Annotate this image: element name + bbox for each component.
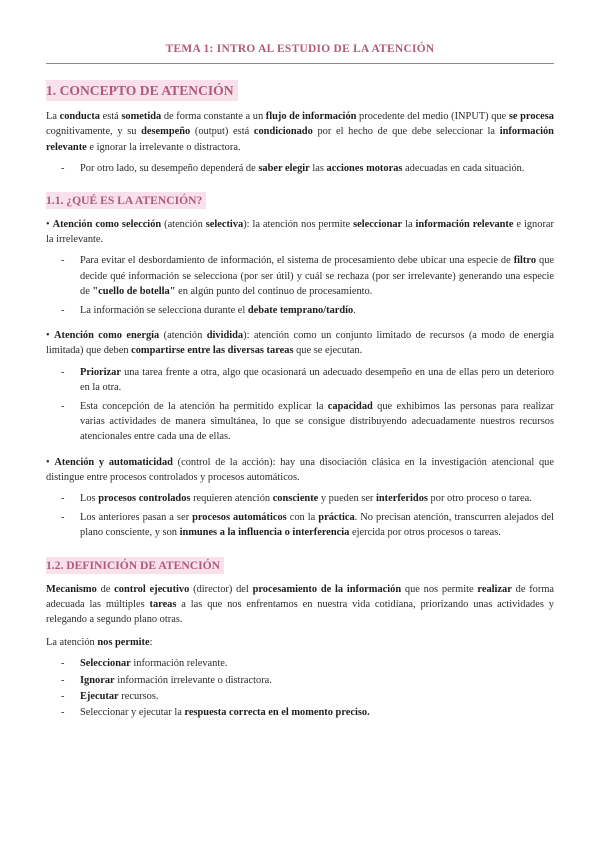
paragraph: Mecanismo de control ejecutivo (director) del procesamiento de la información que nos permite realizar de forma adecuada las múltiples tareas a las que nos enfrentamos en nuestra vida cotidiana, priorizando unas actividades y relegando a segundo plano otras. <box>46 583 555 626</box>
bold-term: seleccionar <box>353 219 403 231</box>
paragraph: La conducta está sometida de forma constante a un flujo de información procedente del medio (INPUT) que se procesa cognitivamente, y su desempeño (output) está condicionado por el hecho de que debe seleccionar la información relevante e ignorar la irrelevante o distractora. <box>46 111 554 153</box>
bold-term: Seleccionar <box>80 658 131 670</box>
list-item: - Ignorar información irrelevante o distractora. <box>80 673 554 688</box>
bullet-paragraph: • Atención como selección (atención selectiva): la atención nos permite seleccionar la información relevante e ignorar la irrelevante. <box>46 219 554 246</box>
bold-term: se procesa <box>508 111 554 123</box>
bold-term: procesos automáticos <box>192 512 287 524</box>
bold-term: condicionado <box>253 126 313 138</box>
bullet-paragraph: • Atención y automaticidad (control de la acción): hay una disociación clásica en la investigación atencional que distingue entre procesos controlados y procesos automáticos. <box>46 456 554 483</box>
bold-term: Mecanismo <box>46 583 97 595</box>
bold-term: práctica <box>318 512 355 524</box>
bold-term: inmunes a la influencia o interferencia <box>179 527 350 539</box>
bold-term: respuesta correcta en el momento preciso. <box>184 707 370 719</box>
bold-term: compartirse entre las diversas tareas <box>131 345 294 357</box>
bold-term: consciente <box>272 493 319 505</box>
subsection-heading: 1.1. ¿QUÉ ES LA ATENCIÓN? <box>46 192 206 209</box>
section-heading: 1. CONCEPTO DE ATENCIÓN <box>46 80 238 101</box>
bold-term: Atención como selección <box>52 219 162 231</box>
dash-list <box>46 656 554 720</box>
dash-list <box>46 491 554 541</box>
bold-term: filtro <box>513 255 537 267</box>
bold-term: Ignorar <box>80 674 115 686</box>
list-item: - Los procesos controlados requieren atención consciente y pueden ser interferidos por otro proceso o tarea. <box>80 491 554 506</box>
bold-term: dividida <box>206 330 244 342</box>
list-item: - Esta concepción de la atención ha permitido explicar la capacidad que exhibimos las personas para realizar varias actividades de manera simultánea, lo que se consigue distribuyendo adecuadamente nuestros recursos atencionales entre cada una de ellas. <box>80 399 554 445</box>
bold-term: debate temprano/tardío <box>247 305 354 317</box>
bold-term: Atención y automaticidad <box>54 456 173 468</box>
bold-term: Atención como energía <box>54 330 160 342</box>
list-item: - Por otro lado, su desempeño dependerá de saber elegir las acciones motoras adecuadas en cada situación. <box>80 161 554 176</box>
bold-term: procesamiento de la información <box>252 583 402 595</box>
bold-term: información relevante <box>415 219 514 231</box>
title-rule <box>46 63 554 64</box>
paragraph: La atención nos permite: <box>46 637 153 649</box>
bold-term: procesos controlados <box>98 493 191 505</box>
list-item: - Ejecutar recursos. <box>80 689 554 704</box>
bold-term: interferidos <box>376 493 428 505</box>
bold-term: flujo de información <box>265 111 357 123</box>
list-item: - Seleccionar información relevante. <box>80 656 554 671</box>
list-item: - Los anteriores pasan a ser procesos automáticos con la práctica. No precisan atención, transcurren alejados del plano consciente, y son inmunes a la influencia o interferencia ejercida por otros procesos o tareas. <box>80 510 554 540</box>
section-definicion <box>46 557 554 721</box>
list-item: - Seleccionar y ejecutar la respuesta correcta en el momento preciso. <box>80 705 554 720</box>
subsection-heading: 1.2. DEFINICIÓN DE ATENCIÓN <box>46 557 224 574</box>
bold-term: selectiva <box>205 219 244 231</box>
bold-term: acciones motoras <box>326 162 403 174</box>
bold-term: capacidad <box>327 401 373 413</box>
bold-term: "cuello de botella" <box>92 285 176 297</box>
dash-list <box>46 253 554 318</box>
section-concepto <box>46 80 554 176</box>
dash-list <box>46 161 554 176</box>
bold-term: Priorizar <box>80 366 121 378</box>
running-title: TEMA 1: INTRO AL ESTUDIO DE LA ATENCIÓN <box>165 43 435 55</box>
bold-term: saber elegir <box>258 162 310 174</box>
section-que-es <box>46 192 554 541</box>
bold-term: control ejecutivo <box>114 583 190 595</box>
bold-term: realizar <box>477 583 512 595</box>
bold-term: conducta <box>59 111 100 123</box>
list-item: - Priorizar una tarea frente a otra, algo que ocasionará un adecuado desempeño en una de ellas pero un deterioro en la otra. <box>80 365 554 395</box>
bold-term: desempeño <box>141 126 191 138</box>
bullet-paragraph: • Atención como energía (atención dividida): atención como un conjunto limitado de recursos (a modo de energía limitada) que deben compartirse entre las diversas tareas que se ejecutan. <box>46 330 554 357</box>
bold-term: sometida <box>121 111 162 123</box>
bold-term: tareas <box>149 598 177 610</box>
list-item: - Para evitar el desbordamiento de información, el sistema de procesamiento debe ubicar una especie de filtro que decide qué información se selecciona (por ser útil) y cuál se rechaza (por ser irrelevante) generando una especie de "cuello de botella" en algún punto del continuo de procesamiento. <box>80 253 554 299</box>
dash-list <box>46 365 554 445</box>
bold-term: Ejecutar <box>80 690 119 702</box>
bold-term: nos permite <box>97 637 150 649</box>
list-item: - La información se selecciona durante el debate temprano/tardío. <box>80 303 554 318</box>
bold-term: información relevante <box>46 126 554 153</box>
